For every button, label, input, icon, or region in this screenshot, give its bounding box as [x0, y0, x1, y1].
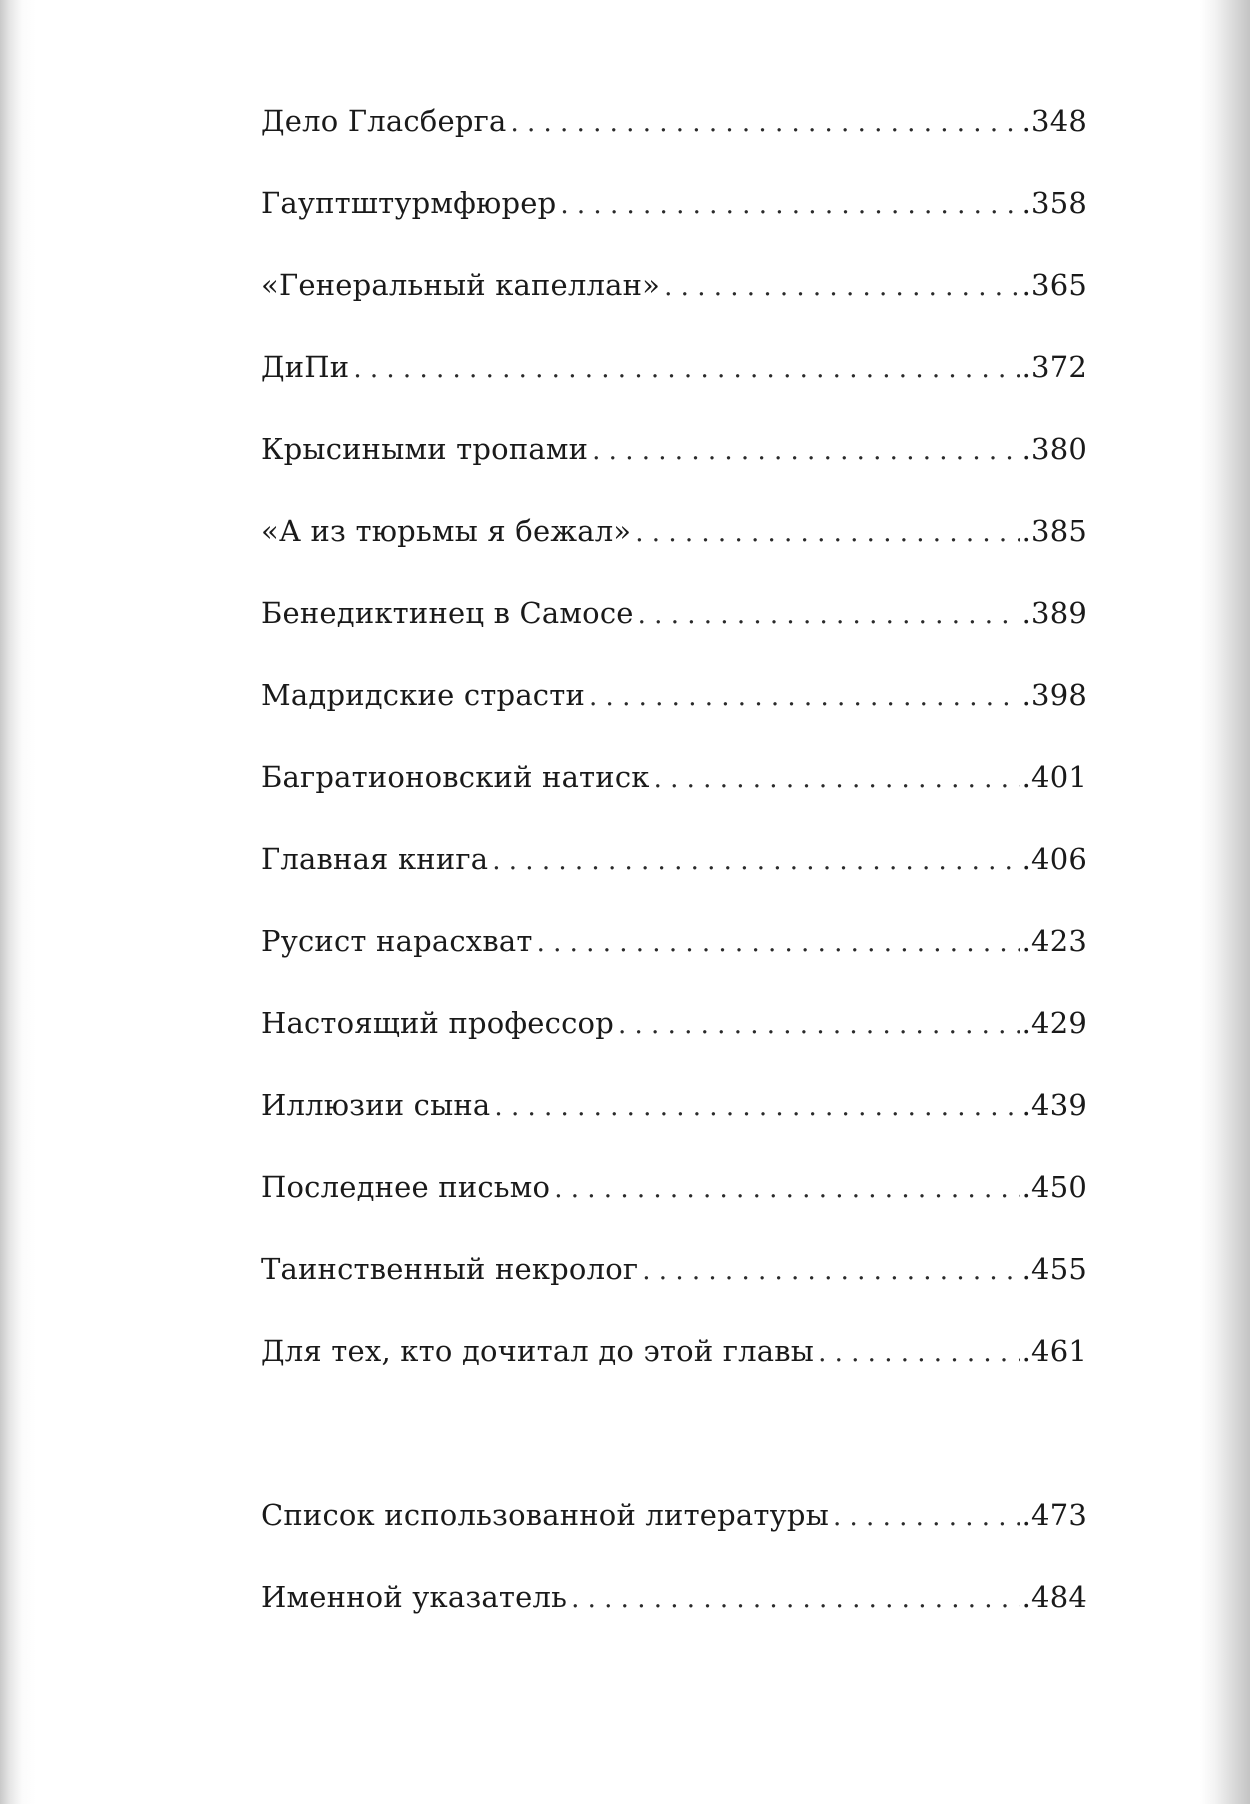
- toc-entry-page: . 423: [1020, 924, 1087, 958]
- toc-entry-page: . 389: [1020, 596, 1087, 630]
- toc-entry: [261, 1006, 1087, 1088]
- toc-entry-page: . 372: [1020, 350, 1087, 384]
- dot-leader: [654, 764, 1020, 794]
- dot-leader: [664, 272, 1019, 302]
- toc-entry: [261, 432, 1087, 514]
- toc-entry-title: Бенедиктинец в Самосе: [261, 596, 634, 630]
- toc-entry-page: . 401: [1020, 760, 1087, 794]
- toc-entry-page: . 385: [1020, 514, 1087, 548]
- toc-entry-title: Именной указатель: [261, 1580, 568, 1614]
- table-of-contents: [261, 104, 1087, 1662]
- toc-entry-page: . 439: [1020, 1088, 1087, 1122]
- dot-leader: [618, 1010, 1020, 1040]
- dot-leader: [494, 1092, 1019, 1122]
- toc-entry-title: Таинственный некролог: [261, 1252, 639, 1286]
- toc-entry-page: . 450: [1020, 1170, 1087, 1204]
- toc-entry: [261, 1334, 1087, 1416]
- toc-entry-title: Настоящий профессор: [261, 1006, 614, 1040]
- toc-entry-title: Крысиными тропами: [261, 432, 589, 466]
- toc-entry-title: Мадридские страсти: [261, 678, 586, 712]
- toc-entry: [261, 760, 1087, 842]
- toc-entry-title: Для тех, кто дочитал до этой главы: [261, 1334, 815, 1368]
- toc-entry: [261, 1580, 1087, 1662]
- toc-entry: [261, 924, 1087, 1006]
- toc-entry: [261, 514, 1087, 596]
- toc-entry: [261, 268, 1087, 350]
- toc-chapters: [261, 104, 1087, 1416]
- toc-back-matter: [261, 1498, 1087, 1662]
- dot-leader: [592, 436, 1019, 466]
- toc-entry-page: . 380: [1020, 432, 1087, 466]
- toc-entry-title: Главная книга: [261, 842, 489, 876]
- toc-entry-title: Дело Гласберга: [261, 104, 507, 138]
- dot-leader: [560, 190, 1019, 220]
- dot-leader: [492, 846, 1019, 876]
- toc-entry: [261, 104, 1087, 186]
- dot-leader: [554, 1174, 1019, 1204]
- toc-entry-title: Список использованной литературы: [261, 1498, 829, 1532]
- toc-entry-page: . 455: [1020, 1252, 1087, 1286]
- toc-entry: [261, 596, 1087, 678]
- toc-entry-title: Гауптштурмфюрер: [261, 186, 557, 220]
- toc-entry: [261, 1252, 1087, 1334]
- dot-leader: [642, 1256, 1019, 1286]
- toc-entry-page: . 484: [1020, 1580, 1087, 1614]
- toc-entry-page: . 406: [1020, 842, 1087, 876]
- toc-entry-page: . 358: [1020, 186, 1087, 220]
- toc-entry-title: Багратионовский натиск: [261, 760, 650, 794]
- toc-entry-page: . 348: [1020, 104, 1087, 138]
- toc-entry-title: Русист нарасхват: [261, 924, 533, 958]
- dot-leader: [833, 1502, 1020, 1532]
- dot-leader: [353, 354, 1019, 384]
- toc-entry-page: . 473: [1020, 1498, 1087, 1532]
- toc-entry: [261, 1088, 1087, 1170]
- toc-entry-page: . 365: [1020, 268, 1087, 302]
- toc-entry: [261, 350, 1087, 432]
- toc-entry-title: «А из тюрьмы я бежал»: [261, 514, 632, 548]
- toc-entry-title: Иллюзии сына: [261, 1088, 491, 1122]
- dot-leader: [537, 928, 1020, 958]
- toc-entry-page: . 429: [1020, 1006, 1087, 1040]
- toc-entry-title: ДиПи: [261, 350, 350, 384]
- dot-leader: [510, 108, 1019, 138]
- toc-entry-title: «Генеральный капеллан»: [261, 268, 661, 302]
- dot-leader: [589, 682, 1020, 712]
- toc-entry: [261, 678, 1087, 760]
- dot-leader: [818, 1338, 1020, 1368]
- toc-entry: [261, 842, 1087, 924]
- toc-entry: [261, 186, 1087, 268]
- toc-entry: [261, 1170, 1087, 1252]
- toc-entry: [261, 1498, 1087, 1580]
- toc-entry-page: . 461: [1020, 1334, 1087, 1368]
- dot-leader: [638, 600, 1020, 630]
- dot-leader: [571, 1584, 1020, 1614]
- toc-entry-page: . 398: [1020, 678, 1087, 712]
- toc-entry-title: Последнее письмо: [261, 1170, 551, 1204]
- dot-leader: [635, 518, 1019, 548]
